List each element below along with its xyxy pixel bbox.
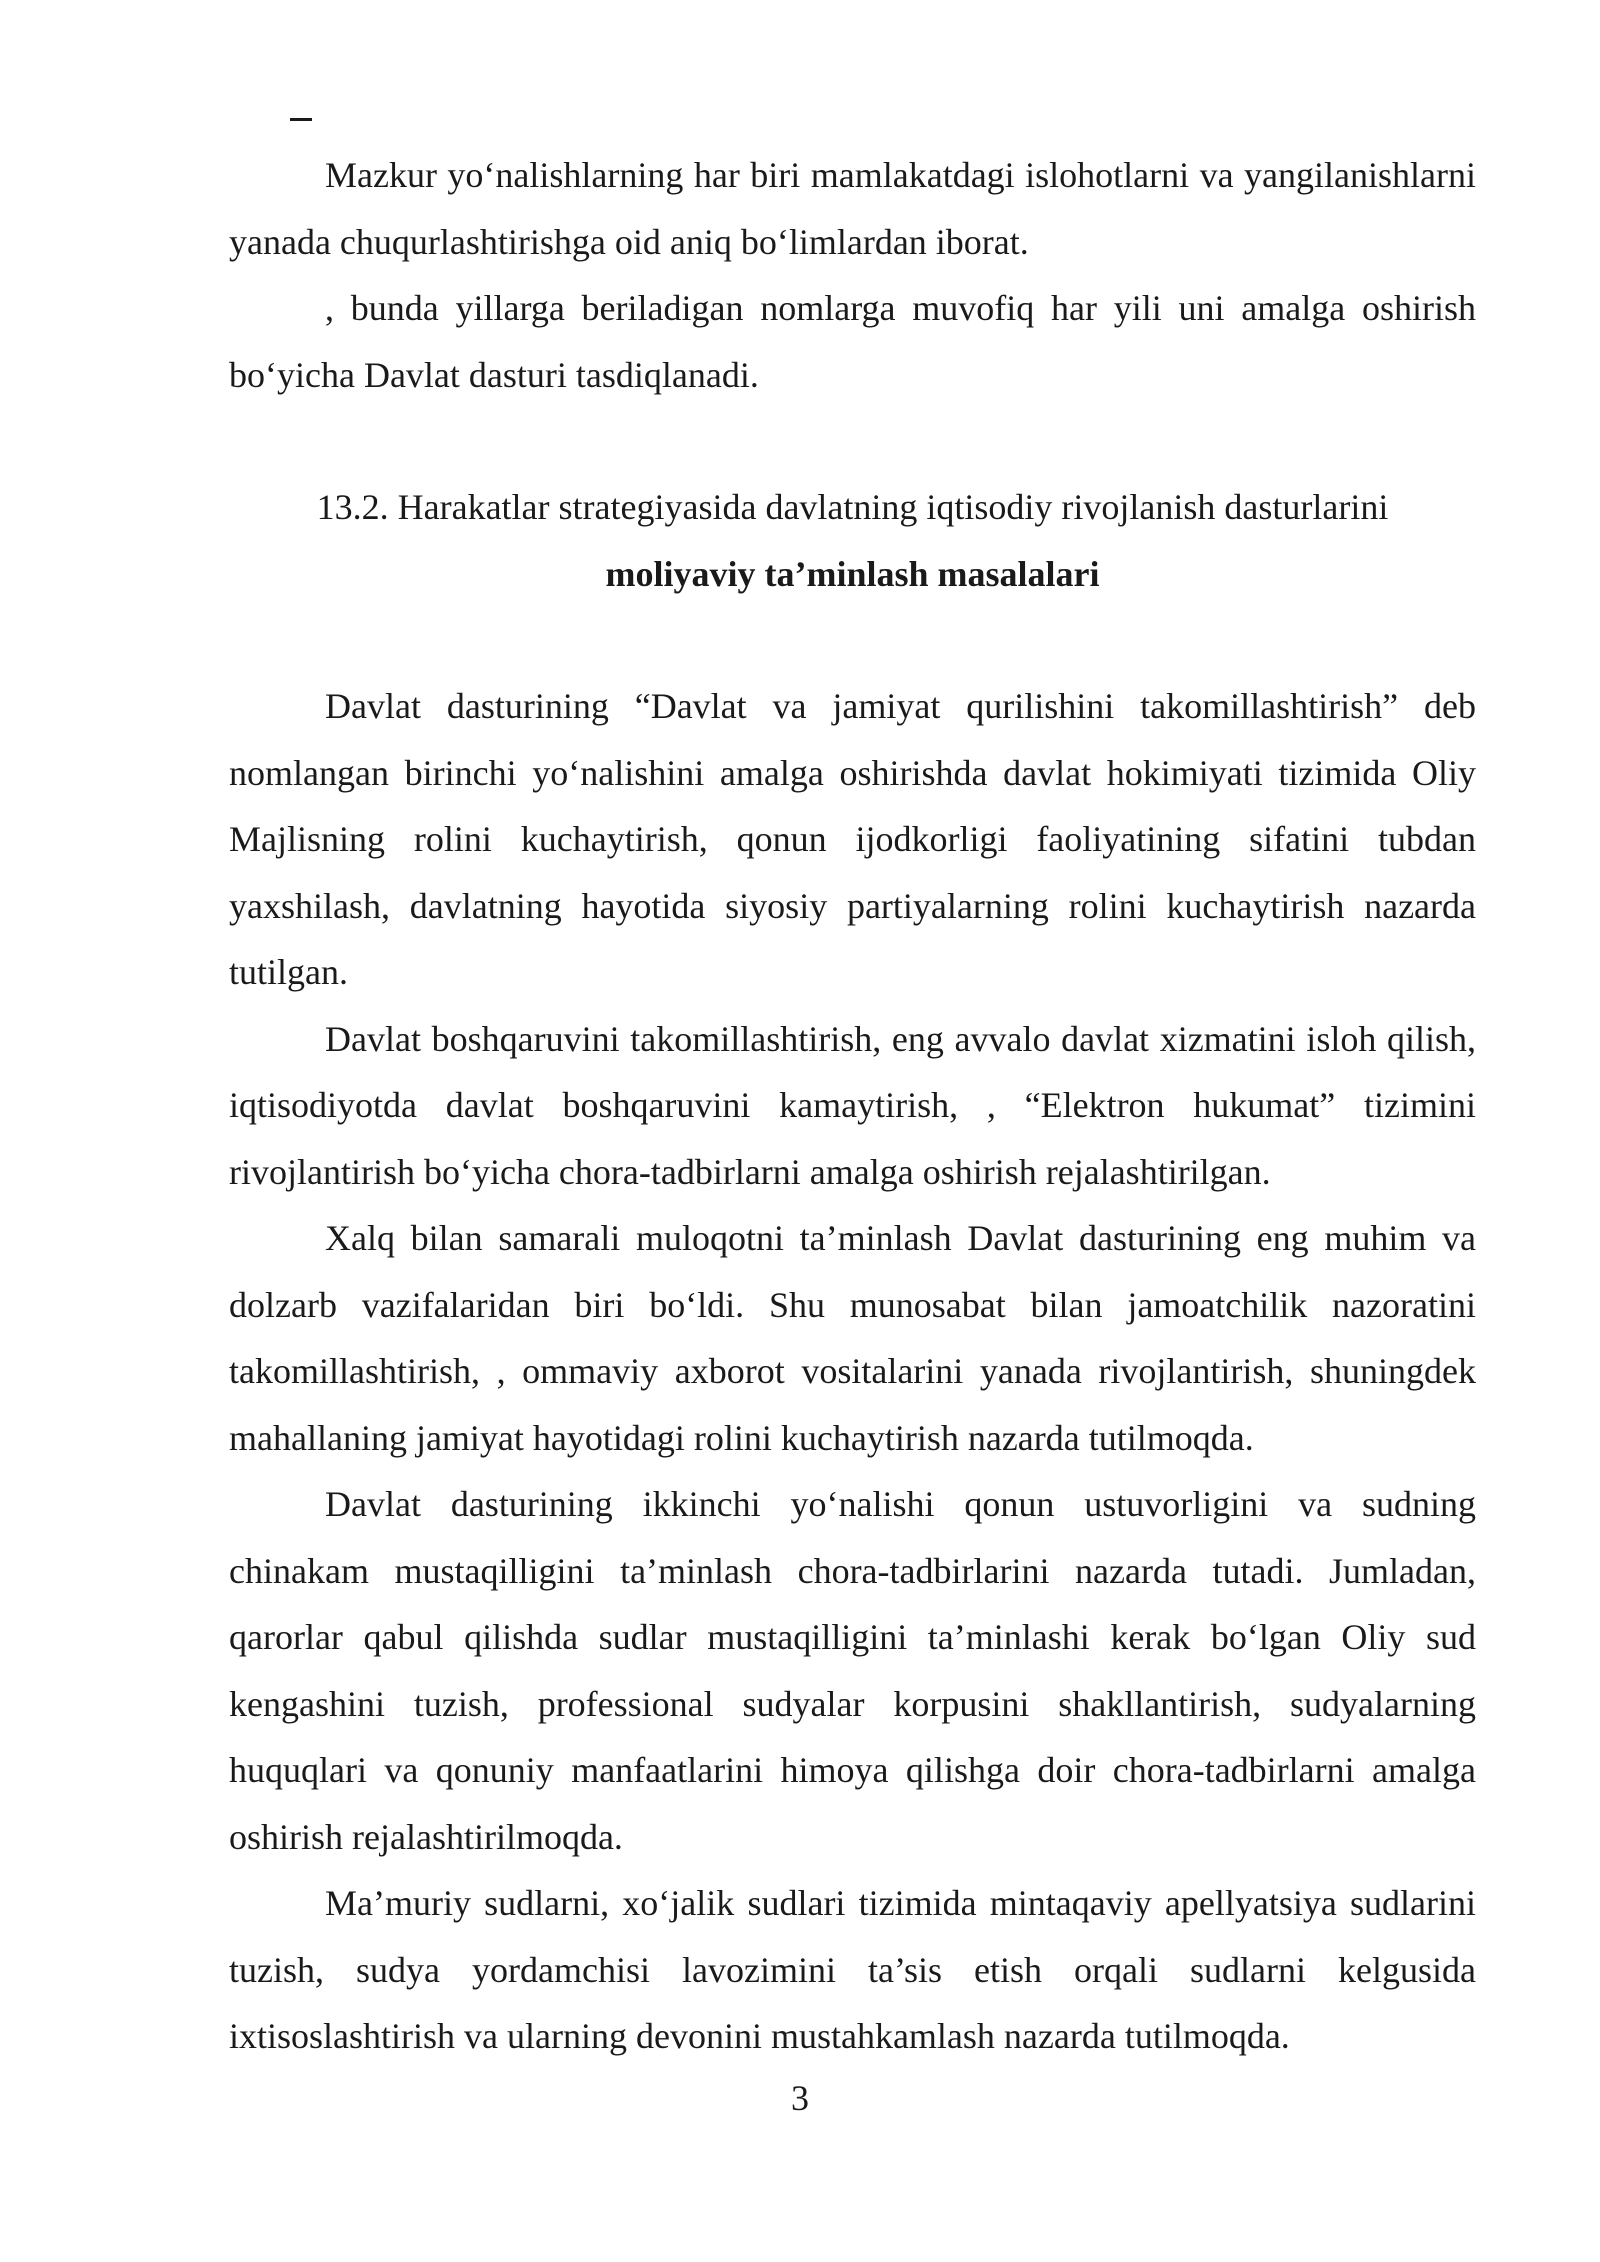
dash-marker <box>290 118 312 121</box>
page-number: 3 <box>791 2078 809 2118</box>
section-body <box>229 673 1476 2070</box>
section-heading <box>229 474 1476 607</box>
paragraph-body-3: Xalq bilan samarali muloqotni ta’minlash Davlat dasturining eng muhim va dolzarb vazifalaridan biri bo‘ldi. Shu munosabat bilan jamoatchilik nazoratini takomillashtirish, , ommaviy axborot vositalarini yanada rivojlantirish, shuningdek mahallaning jamiyat hayotidagi rolini kuchaytirish nazarda tutilmoqda. <box>229 1218 1476 1458</box>
section-heading-line-2: moliyaviy ta’minlash masalalari <box>605 553 1100 594</box>
paragraph-intro-2: , bunda yillarga beriladigan nomlarga muvofiq har yili uni amalga oshirish bo‘yicha Davlat dasturi tasdiqlanadi. <box>229 288 1476 395</box>
paragraph-body-4: Davlat dasturining ikkinchi yo‘nalishi qonun ustuvorligini va sudning chinakam mustaqilligini ta’minlash chora-tadbirlarini nazarda tutadi. Jumladan, qarorlar qabul qilishda sudlar mustaqilligini ta’minlashi kerak bo‘lgan Oliy sud kengashini tuzish, professional sudyalar korpusini shakllantirish, sudyalarning huquqlari va qonuniy manfaatlarini himoya qilishga doir chora-tadbirlarni amalga oshirish rejalashtirilmoqda. <box>229 1484 1476 1857</box>
paragraph-body-1: Davlat dasturining “Davlat va jamiyat qurilishini takomillashtirish” deb nomlangan birinchi yo‘nalishini amalga oshirishda davlat hokimiyati tizimida Oliy Majlisning rolini kuchaytirish, qonun ijodkorligi faoliyatining sifatini tubdan yaxshilash, davlatning hayotida siyosiy partiyalarning rolini kuchaytirish nazarda tutilgan. <box>229 686 1476 992</box>
paragraph-intro-1: Mazkur yo‘nalishlarning har biri mamlakatdagi islohotlarni va yangilanishlarni yanada chuqurlashtirishga oid aniq bo‘limlardan iborat. <box>229 155 1476 262</box>
paragraph-body-5: Ma’muriy sudlarni, xo‘jalik sudlari tizimida mintaqaviy apellyatsiya sudlarini tuzish, sudya yordamchisi lavozimini ta’sis etish orqali sudlarni kelgusida ixtisoslashtirish va ularning devonini mustahkamlash nazarda tutilmoqda. <box>229 1883 1476 2056</box>
paragraph-body-2: Davlat boshqaruvini takomillashtirish, eng avvalo davlat xizmatini isloh qilish, iqtisodiyotda davlat boshqaruvini kamaytirish, , “Elektron hukumat” tizimini rivojlantirish bo‘yicha chora-tadbirlarni amalga oshirish rejalashtirilgan. <box>229 1018 1476 1192</box>
page-content <box>229 142 1476 2070</box>
section-heading-line-1: 13.2. Harakatlar strategiyasida davlatning iqtisodiy rivojlanish dasturlarini <box>316 487 1389 527</box>
